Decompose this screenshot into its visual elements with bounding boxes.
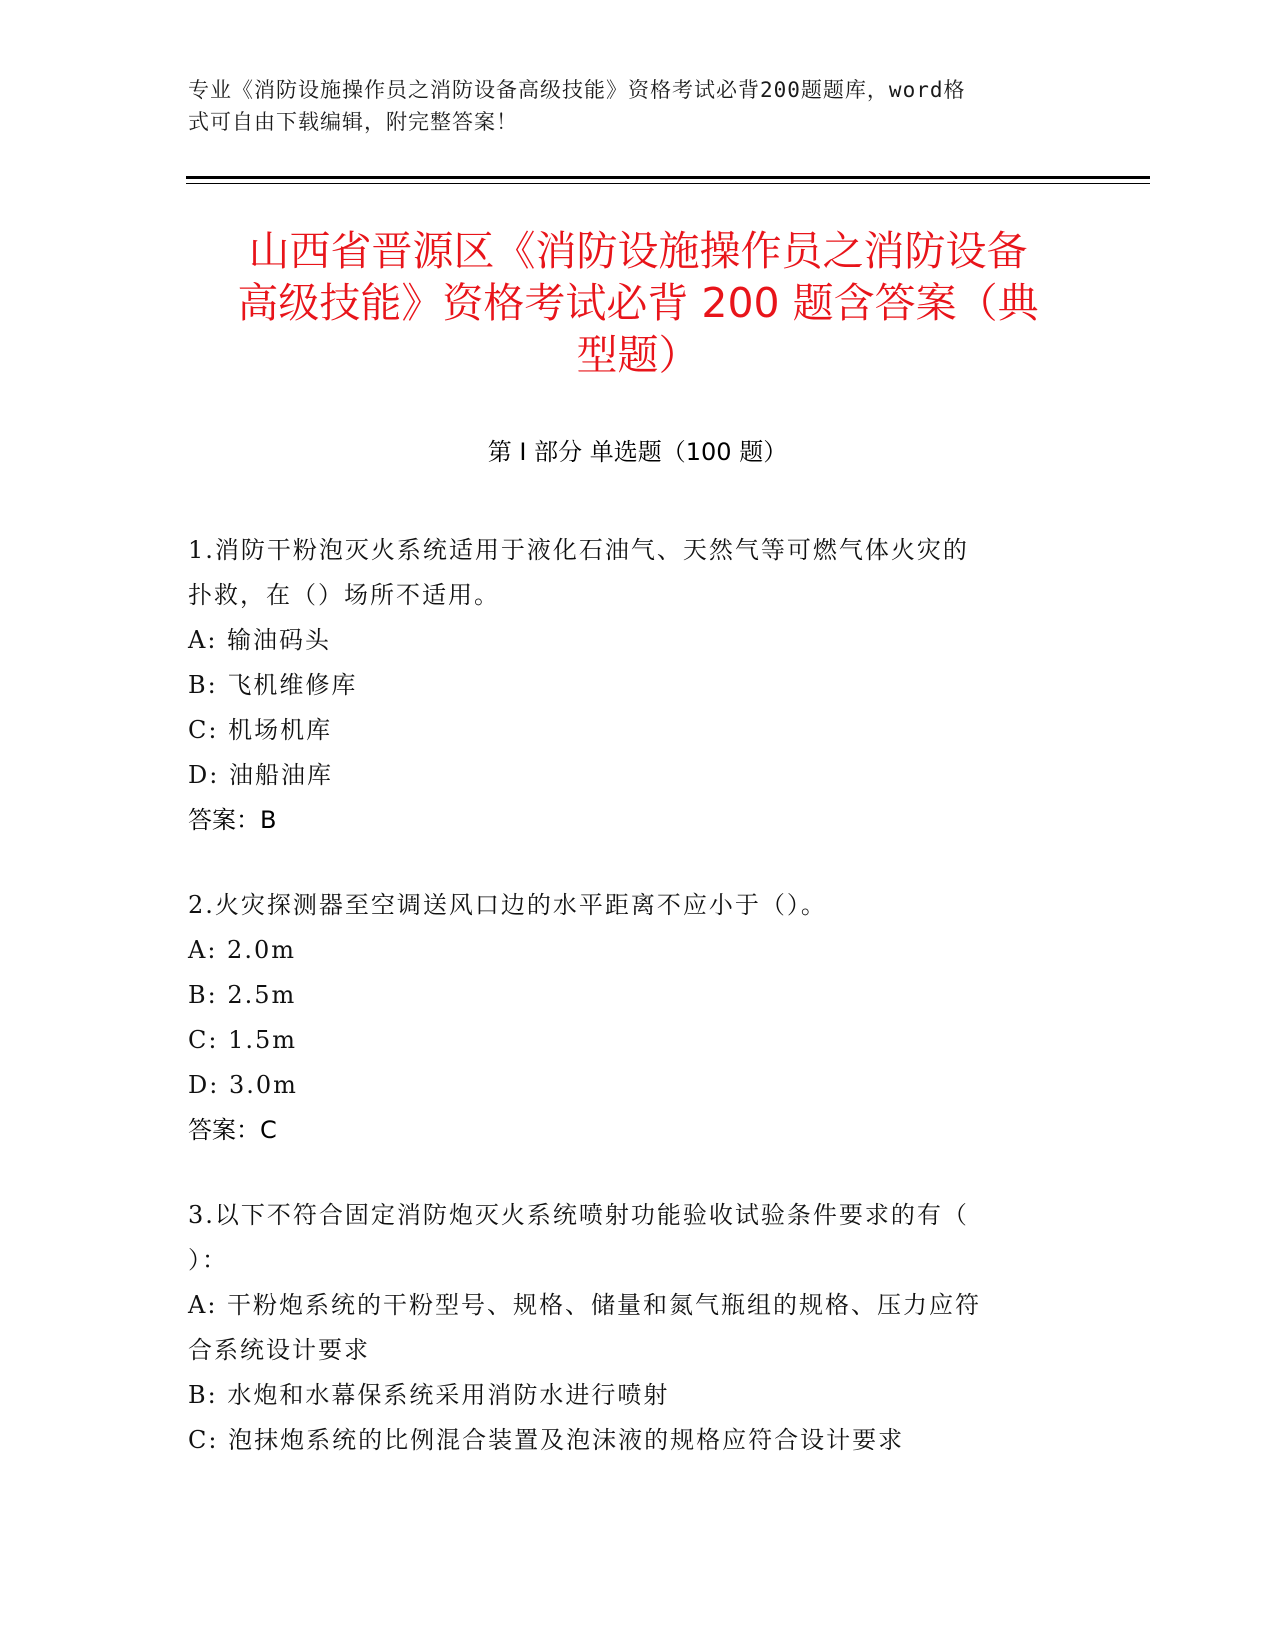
- question-stem: 1.消防干粉泡灭火系统适用于液化石油气、天然气等可燃气体火灾的: [188, 536, 969, 564]
- section-heading: 第 I 部分 单选题（100 题）: [487, 438, 788, 466]
- question-stem: 扑救，在（）场所不适用。: [188, 581, 500, 609]
- option-a-continued: 合系统设计要求: [188, 1336, 370, 1364]
- answer: 答案：B: [188, 806, 277, 834]
- document-title-line: 型题）: [576, 331, 700, 379]
- header-note-line: 专业《消防设施操作员之消防设备高级技能》资格考试必背200题题库，word格: [188, 78, 966, 102]
- question-list: [188, 528, 1068, 1503]
- header-note: [188, 74, 1078, 138]
- option-a: A: 干粉炮系统的干粉型号、规格、储量和氮气瓶组的规格、压力应符: [188, 1291, 982, 1319]
- option-a: A: 2.0m: [188, 936, 296, 964]
- option-d: D: 油船油库: [188, 761, 333, 789]
- question-3: [188, 1193, 1068, 1463]
- document-title-line: 山西省晋源区《消防设施操作员之消防设备: [248, 227, 1028, 275]
- option-d: D: 3.0m: [188, 1071, 298, 1099]
- answer: 答案：C: [188, 1116, 277, 1144]
- document-title-line: 高级技能》资格考试必背 200 题含答案（典: [237, 279, 1039, 327]
- question-2: [188, 883, 1068, 1153]
- question-stem: 3.以下不符合固定消防炮灭火系统喷射功能验收试验条件要求的有（: [188, 1201, 969, 1229]
- header-divider-thick: [186, 176, 1150, 179]
- option-a: A: 输油码头: [188, 626, 332, 654]
- question-stem: 2.火灾探测器至空调送风口边的水平距离不应小于（）。: [188, 891, 827, 919]
- question-1: [188, 528, 1068, 843]
- option-c: C: 泡抹炮系统的比例混合装置及泡沫液的规格应符合设计要求: [188, 1426, 905, 1454]
- question-stem: ）：: [188, 1246, 228, 1274]
- option-c: C: 1.5m: [188, 1026, 298, 1054]
- option-c: C: 机场机库: [188, 716, 333, 744]
- option-b: B: 水炮和水幕保系统采用消防水进行喷射: [188, 1381, 670, 1409]
- document-title: [180, 225, 1096, 381]
- option-b: B: 飞机维修库: [188, 671, 358, 699]
- option-b: B: 2.5m: [188, 981, 297, 1009]
- header-divider-thin: [186, 183, 1150, 184]
- header-note-line: 式可自由下载编辑，附完整答案！: [188, 110, 518, 134]
